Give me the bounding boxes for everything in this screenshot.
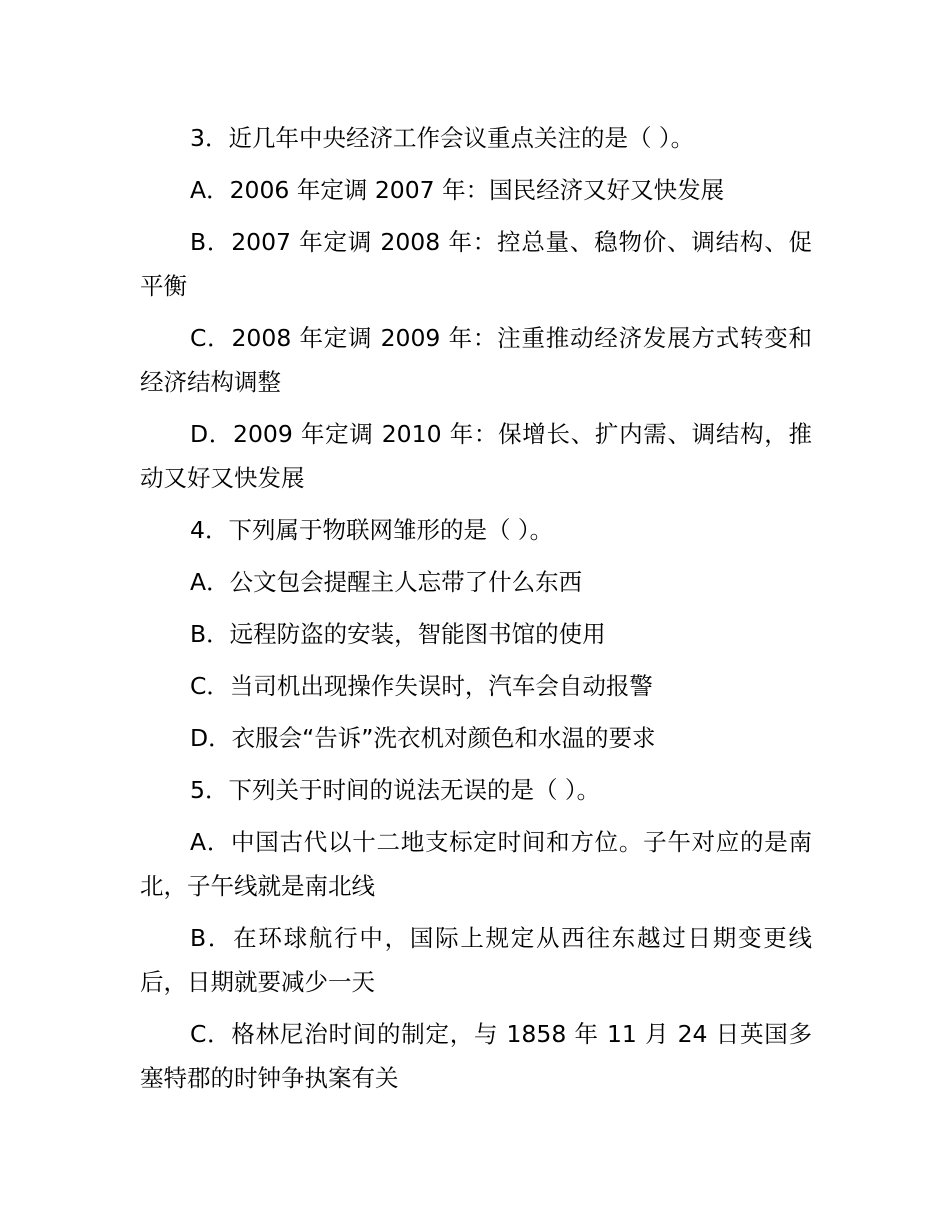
question-4-stem: 4．下列属于物联网雏形的是（ ）。	[190, 516, 554, 544]
question-4-option-d: D．衣服会“告诉”洗衣机对颜色和水温的要求	[190, 724, 656, 752]
question-5-option-c: C．格林尼治时间的制定，与 1858 年 11 月 24 日英国多塞特郡的时钟争执案有关	[140, 1020, 812, 1092]
question-3-option-d: D．2009 年定调 2010 年：保增长、扩内需、调结构，推动又好又快发展	[140, 420, 812, 492]
question-5-option-a: A．中国古代以十二地支标定时间和方位。子午对应的是南北，子午线就是南北线	[140, 828, 812, 900]
question-5-stem: 5．下列关于时间的说法无误的是（ ）。	[190, 776, 601, 804]
question-3-stem: 3．近几年中央经济工作会议重点关注的是（ ）。	[190, 124, 695, 152]
document-page	[140, 116, 812, 1108]
question-3-option-a: A．2006 年定调 2007 年：国民经济又好又快发展	[190, 176, 725, 204]
question-5-option-b: B．在环球航行中，国际上规定从西往东越过日期变更线后，日期就要减少一天	[140, 924, 812, 996]
question-3-option-c: C．2008 年定调 2009 年：注重推动经济发展方式转变和经济结构调整	[140, 324, 812, 396]
question-3-option-b: B．2007 年定调 2008 年：控总量、稳物价、调结构、促平衡	[140, 228, 812, 300]
question-4-option-c: C．当司机出现操作失误时，汽车会自动报警	[190, 672, 653, 700]
question-4-option-b: B．远程防盗的安装，智能图书馆的使用	[190, 620, 606, 648]
question-4-option-a: A．公文包会提醒主人忘带了什么东西	[190, 568, 583, 596]
